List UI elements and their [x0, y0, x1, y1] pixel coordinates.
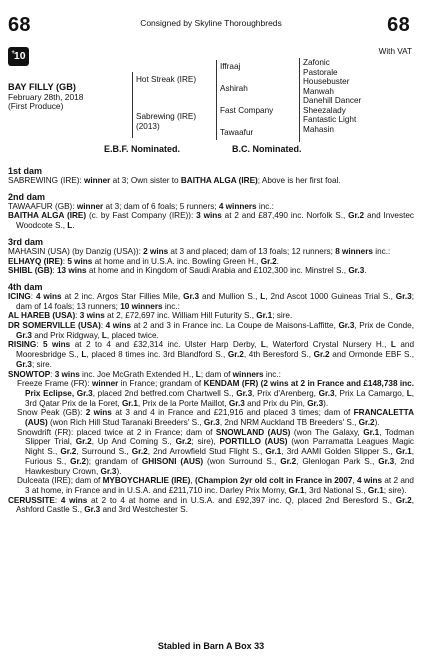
bc-nomination: B.C. Nominated.: [232, 144, 302, 154]
text-segment: ); grandam of: [86, 456, 142, 466]
text-segment: Gr.3: [76, 388, 93, 398]
text-segment: (won Rich Hill Stud Taranaki Breeders' S.,: [47, 418, 204, 428]
text-segment: .: [72, 221, 75, 231]
text-segment: Gr.3: [84, 505, 101, 515]
first-dam-text: [8, 176, 414, 186]
text-segment: at 2 and £87,490 inc. Norfolk S.,: [221, 211, 349, 221]
text-segment: Gr.3: [236, 388, 253, 398]
text-segment: :: [75, 311, 80, 321]
text-segment: 13 wins: [57, 266, 87, 276]
text-segment: :: [62, 256, 68, 266]
text-segment: inc.:: [162, 301, 180, 311]
pedigree-ggp-3: Manwah: [303, 86, 334, 96]
text-segment: ; dam of 14 foals; 13 runners;: [16, 291, 414, 311]
pedigree-dam-sire: Fast Company: [220, 106, 274, 115]
text-segment: Gr.2: [395, 495, 412, 505]
text-segment: SNOWTOP: [8, 369, 51, 379]
text-segment: and Prix du Pin,: [244, 398, 308, 408]
text-segment: :: [36, 340, 43, 350]
text-segment: RISING: [8, 340, 37, 350]
lot-number-right: 68: [387, 14, 410, 36]
text-segment: Freeze Frame (FR):: [17, 379, 92, 389]
pedigree-ggp-5: Sheezalady: [303, 105, 346, 115]
text-segment: ).: [323, 398, 329, 408]
text-segment: Gr.3: [307, 398, 324, 408]
fourth-dam-title: 4th dam: [8, 281, 43, 292]
text-segment: at 3; dam of 6 foals; 5 runners;: [103, 201, 219, 211]
catalogue-sections: [8, 163, 414, 515]
snowtop-progeny-freeze-frame: [8, 379, 414, 408]
text-segment: Gr.2: [70, 456, 87, 466]
text-segment: ; sire.: [272, 311, 293, 321]
text-segment: 4 wins: [60, 495, 88, 505]
text-segment: Gr.3: [348, 266, 365, 276]
text-segment: at 3 and 4 in France and £21,916 and placed 3 times; dam of: [111, 408, 354, 418]
text-segment: 4 winners: [218, 201, 257, 211]
text-segment: SABREWING (IRE):: [8, 176, 84, 185]
pedigree-great-grandparents: [303, 58, 361, 134]
text-segment: Gr.2: [60, 447, 77, 457]
first-dam-title: 1st dam: [8, 166, 43, 176]
text-segment: 4 wins: [35, 291, 62, 301]
text-segment: :: [54, 495, 61, 505]
pedigree-sire-sire: Iffraaj: [220, 62, 241, 71]
pedigree-sire-dam: Ashirah: [220, 84, 248, 93]
fourth-dam-item-cerussite: [8, 496, 414, 515]
second-dam-intro: [8, 202, 414, 212]
text-segment: Gr.2: [313, 350, 330, 360]
text-segment: Gr.1: [121, 398, 138, 408]
text-segment: TAWAAFUR (GB):: [8, 201, 77, 211]
text-segment: , 4th Beresford S.,: [243, 350, 314, 360]
text-segment: Gr.3: [16, 359, 32, 369]
text-segment: at home and in Kingdom of Saudi Arabia and £102,300 inc. Minstrel S.,: [86, 266, 349, 276]
text-segment: L: [81, 350, 87, 360]
text-segment: , 3rd Qatar Prix de la Foret,: [25, 388, 414, 408]
text-segment: BAITHA ALGA (IRE): [180, 176, 258, 185]
ebf-nomination: E.B.F. Nominated.: [104, 144, 181, 154]
text-segment: , placed twice.: [106, 330, 159, 340]
text-segment: in France; grandam of: [118, 379, 204, 389]
text-segment: 3 wins: [54, 369, 80, 379]
text-segment: , Todman Slipper Trial,: [25, 427, 414, 447]
text-segment: Gr.3: [183, 291, 200, 301]
text-segment: ELHAYQ (IRE): [8, 256, 63, 266]
text-segment: Dulceata (IRE); dam of: [17, 476, 103, 486]
text-segment: 2 wins: [85, 408, 112, 418]
text-segment: Gr.1: [367, 485, 384, 495]
text-segment: L: [260, 291, 266, 301]
text-segment: 8 winners: [335, 246, 373, 256]
text-segment: SHIBL (GB): [8, 266, 53, 276]
text-segment: Gr.1: [363, 427, 380, 437]
text-segment: :: [30, 291, 36, 301]
text-segment: at 3; Own sister to: [110, 176, 181, 185]
text-segment: and Mullion S.,: [199, 291, 261, 301]
text-segment: (won Surround S.,: [203, 456, 281, 466]
text-segment: Gr.3: [228, 398, 245, 408]
text-segment: , 2nd Ascot 1000 Guineas Trial S.,: [265, 291, 396, 301]
badge-number: 10: [13, 50, 26, 62]
text-segment: FRANCALETTA (AUS): [25, 408, 414, 428]
text-segment: AL HAREB (USA): [8, 311, 76, 321]
text-segment: at 2 and 3 in France inc. La Coupe de Maisons-Laffitte,: [131, 321, 339, 331]
fourth-dam-intro: [8, 292, 414, 311]
third-dam-item-shibl: [8, 266, 414, 276]
text-segment: and Mooresbridge S.,: [16, 340, 415, 360]
pedigree-ggp-4: Danehill Dancer: [303, 96, 362, 105]
text-segment: ; dam of: [200, 369, 233, 379]
snowtop-progeny-snowdrift: [8, 428, 414, 477]
text-segment: ; sire).: [383, 485, 407, 495]
text-segment: CERUSSITE: [8, 495, 55, 505]
text-segment: GHISONI (AUS): [141, 456, 204, 466]
text-segment: Gr.2: [75, 437, 92, 447]
text-segment: Gr.1: [288, 485, 305, 495]
text-segment: , Glenlogan Park S.,: [296, 456, 379, 466]
text-segment: Gr.2: [358, 418, 375, 428]
text-segment: 3 wins: [79, 311, 105, 321]
text-segment: 4 wins: [105, 321, 132, 331]
fourth-dam-item-dr-somerville: [8, 321, 414, 340]
consignor-line: Consigned by Skyline Thoroughbreds: [140, 18, 282, 28]
text-segment: , Furious S.,: [25, 447, 414, 466]
third-dam-item-elhayq: [8, 257, 414, 267]
second-dam-title: 2nd dam: [8, 191, 46, 202]
pedigree-sire: Hot Streak (IRE): [136, 75, 197, 84]
text-segment: winner: [83, 176, 111, 185]
text-segment: winners: [232, 369, 264, 379]
second-dam-item-baitha-alga: [8, 211, 414, 230]
pedigree-ggp-2: Housebuster: [303, 77, 350, 86]
text-segment: ; Above is her first foal.: [257, 176, 341, 185]
text-segment: Gr.1: [256, 311, 273, 321]
text-segment: Gr.3: [338, 321, 355, 331]
text-segment: , 3rd AAMI Golden Slipper S.,: [281, 447, 396, 457]
badge-plus: +: [11, 50, 15, 56]
text-segment: inc.:: [256, 201, 274, 211]
text-segment: ,: [190, 476, 195, 486]
text-segment: L: [67, 221, 73, 231]
text-segment: 3 wins: [196, 211, 222, 221]
text-segment: .: [364, 266, 367, 276]
text-segment: at home and in U.S.A. inc. Bowling Green H.,: [92, 256, 261, 266]
text-segment: winner: [76, 201, 104, 211]
text-segment: at 2 to 4 and £32,314 inc. Ulster Harp Derby,: [70, 340, 261, 350]
text-segment: L: [390, 340, 396, 350]
lot-number-left: 68: [8, 14, 31, 36]
text-segment: , Waterford Crystal Nursery H.,: [265, 340, 391, 350]
text-segment: 2 wins: [143, 246, 169, 256]
text-segment: and 3rd Westchester S.: [100, 505, 188, 515]
text-segment: , Prix d'Arenberg,: [252, 388, 319, 398]
text-segment: , Ashford Castle S.,: [16, 495, 414, 515]
text-segment: Gr.2: [348, 211, 365, 221]
text-segment: Gr.2: [280, 456, 297, 466]
text-segment: (Champion 2yr old colt in France in 2007: [194, 476, 353, 486]
fourth-dam-item-rising: [8, 340, 414, 369]
text-segment: inc. Joe McGrath Extended H.,: [79, 369, 196, 379]
text-segment: L: [260, 340, 266, 350]
text-segment: , placed 8 times inc. 3rd Blandford S.,: [86, 350, 228, 360]
snowtop-progeny-snow-peak: [8, 408, 414, 427]
text-segment: , Prix de la Porte Maillot,: [137, 398, 229, 408]
text-segment: Gr.1: [395, 447, 412, 457]
text-segment: (c. by Fast Company (IRE)):: [86, 211, 197, 221]
text-segment: , Up And Coming S.,: [91, 437, 176, 447]
text-segment: at 3 and placed; dam of 13 foals; 12 runners;: [168, 246, 336, 256]
text-segment: L: [406, 388, 412, 398]
text-segment: , 2nd NRM Auckland TB Breeders' S.,: [219, 418, 359, 428]
text-segment: , 2nd Arrowfield Stud Flight S.,: [147, 447, 266, 457]
text-segment: Gr.2: [175, 437, 192, 447]
third-dam-title: 3rd dam: [8, 236, 44, 247]
pedigree-dam-dam: Tawaafur: [220, 128, 254, 137]
snowtop-progeny-dulceata: [8, 476, 414, 495]
text-segment: Gr.3: [203, 418, 220, 428]
pedigree-ggp-1: Pastorale: [303, 67, 338, 77]
text-segment: 10 winners: [120, 301, 163, 311]
text-segment: (won The Galaxy,: [290, 427, 364, 437]
horse-dob: February 28th, 2018: [8, 92, 84, 102]
text-segment: winner: [91, 379, 119, 389]
pedigree-dam-year: (2013): [136, 122, 160, 131]
text-segment: and Prix Ridgway,: [31, 330, 102, 340]
text-segment: Gr.3: [318, 388, 335, 398]
pedigree-ggp-7: Mahasin: [303, 124, 334, 134]
text-segment: Gr.3: [395, 291, 412, 301]
text-segment: Snowdrift (FR): placed twice at 2 in France; dam of: [17, 427, 216, 437]
pedigree-dam: Sabrewing (IRE): [136, 112, 197, 121]
text-segment: ).: [116, 466, 122, 476]
text-segment: MYBOYCHARLIE (IRE): [102, 476, 191, 486]
age-badge: [8, 47, 29, 66]
text-segment: , Surround S.,: [76, 447, 132, 457]
fourth-dam-item-al-hareb: [8, 311, 414, 321]
text-segment: 5 wins: [67, 256, 93, 266]
text-segment: .: [276, 256, 279, 266]
text-segment: 5 wins: [42, 340, 71, 350]
text-segment: Gr.3: [16, 330, 32, 340]
horse-name: BAY FILLY (GB): [8, 82, 76, 92]
pedigree-line-2: [216, 60, 217, 140]
text-segment: Gr.3: [378, 456, 395, 466]
text-segment: (2 wins at 2 in France and £148,738 inc. Prix Eclipse,: [25, 379, 414, 398]
text-segment: at 2, £72,697 inc. William Hill Futurity S.,: [104, 311, 257, 321]
text-segment: Gr.2: [227, 350, 244, 360]
pedigree-line-1: [132, 72, 133, 138]
text-segment: ).: [374, 418, 380, 428]
text-segment: KENDAM (FR): [203, 379, 259, 389]
vat-label: With VAT: [378, 47, 412, 56]
pedigree-ggp-6: Fantastic Light: [303, 115, 357, 124]
pedigree-ggp-0: Zafonic: [303, 58, 330, 67]
text-segment: Gr.2: [260, 256, 277, 266]
text-segment: (won Parramatta Leagues Magic Night S.,: [25, 437, 415, 457]
text-segment: :: [52, 266, 57, 276]
text-segment: PORTILLO (AUS): [219, 437, 288, 447]
text-segment: , 3rd National S.,: [304, 485, 368, 495]
text-segment: L: [195, 369, 201, 379]
text-segment: 4 wins: [357, 476, 383, 486]
text-segment: inc.:: [372, 246, 391, 256]
text-segment: Gr.2: [131, 447, 148, 457]
text-segment: and Investec Woodcote S.,: [16, 211, 414, 231]
text-segment: ,: [352, 476, 358, 486]
third-dam-intro: [8, 247, 414, 257]
fourth-dam-item-snowtop: [8, 370, 414, 380]
text-segment: BAITHA ALGA (IRE): [8, 211, 87, 221]
text-segment: ; sire),: [191, 437, 220, 447]
text-segment: , Prix La Camargo,: [334, 388, 407, 398]
text-segment: SNOWLAND (AUS): [215, 427, 291, 437]
text-segment: L: [101, 330, 107, 340]
text-segment: at 2 inc. Argos Star Fillies Mile,: [61, 291, 184, 301]
text-segment: Gr.3: [100, 466, 117, 476]
text-segment: ICING: [8, 291, 31, 301]
pedigree-line-3: [299, 58, 300, 142]
text-segment: , Prix de Conde,: [354, 321, 414, 331]
horse-produce: (First Produce): [8, 101, 64, 111]
stabling-info: Stabled in Barn A Box 33: [157, 641, 265, 651]
text-segment: at 2 and 3 at home, in France and in U.S.A. and £211,710 inc. Darley Prix Morny,: [25, 476, 414, 495]
text-segment: , placed 2nd betfred.com Chartwell S.,: [92, 388, 237, 398]
text-segment: :: [50, 369, 55, 379]
text-segment: Snow Peak (GB):: [17, 408, 86, 418]
text-segment: and Ormonde EBF S.,: [329, 350, 414, 360]
text-segment: MAHASIN (USA) (by Danzig (USA)):: [8, 246, 144, 256]
text-segment: DR SOMERVILLE (USA): [8, 321, 101, 331]
text-segment: Gr.1: [265, 447, 282, 457]
text-segment: at 2 to 4 at home and in U.S.A. and £92,397 inc. Q, placed 2nd Beresford S.,: [87, 495, 396, 505]
text-segment: ; sire.: [31, 359, 52, 369]
text-segment: , 2nd Hawkesbury Crown,: [25, 456, 414, 476]
text-segment: inc.:: [263, 369, 281, 379]
text-segment: :: [100, 321, 106, 331]
